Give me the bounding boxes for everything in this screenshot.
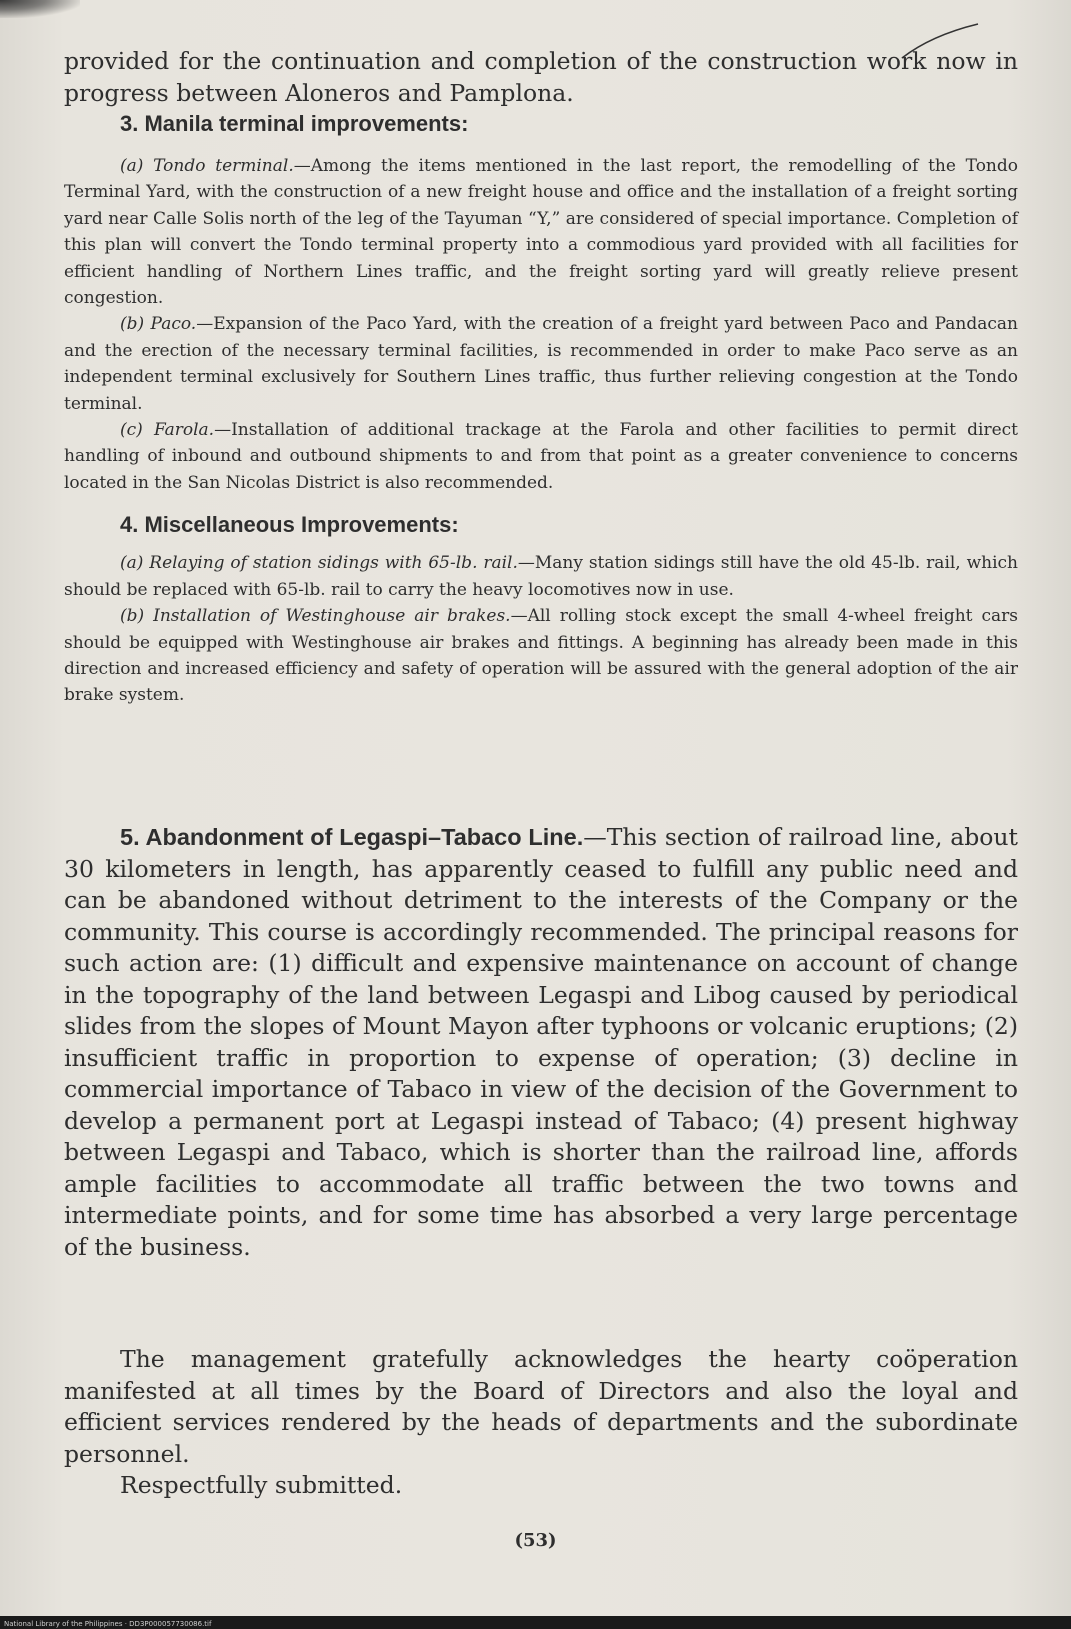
section-3c-label: (c) Farola. <box>120 420 215 441</box>
page-number: (53) <box>514 1530 557 1551</box>
top-block <box>64 46 1018 709</box>
section-3a-paragraph <box>64 153 1018 311</box>
section-3c-text: —Installation of additional trackage at the Farola and other facilities to permit direct handling of inbound and outbound shipments to and from that point as a greater convenience to concerns located in the San Nicolas District is also recommended. <box>64 420 1018 493</box>
footer-strip <box>0 1616 1071 1629</box>
section-5-text: —This section of railroad line, about 30 kilometers in length, has apparently ceased to fulfill any public need and can be abandoned without detriment to the interests of the Company or the community. This course is accordingly recommended. The principal reasons for such action are: (1) difficult and expensive maintenance on account of change in the topography of the land between Legaspi and Libog caused by periodical slides from the slopes of Mount Mayon after typhoons or volcanic eruptions; (2) insufficient traffic in proportion to expense of operation; (3) decline in commercial importance of Tabaco in view of the decision of the Government to develop a permanent port at Legaspi instead of Tabaco; (4) present highway between Legaspi and Tabaco, which is shorter than the railroad line, affords ample facilities to accommodate all traffic between the two towns and intermediate points, and for some time has absorbed a very large percentage of the business. <box>64 823 1018 1261</box>
section-3a-text: —Among the items mentioned in the last report, the remodelling of the Tondo Terminal Yard, with the construction of a new freight house and office and the installation of a freight sorting yard near Calle Solis north of the leg of the Tayuman “Y,” are considered of special importance. Completion of this plan will convert the Tondo terminal property into a commodious yard provided with all facilities for efficient handling of Northern Lines traffic, and the freight sorting yard will greatly relieve present congestion. <box>64 156 1018 309</box>
signoff: Respectfully submitted. <box>120 1471 403 1499</box>
acknowledgement-paragraph: The management gratefully acknowledges the hearty coöperation manifested at all times by the Board of Directors and also the loyal and efficient services rendered by the heads of departments and the subordinate personnel. <box>64 1345 1018 1468</box>
section-5-paragraph <box>64 822 1018 1263</box>
section-4a-text: —Many station sidings still have the old 45-lb. rail, which should be replaced with 65-lb. rail to carry the heavy locomotives now in use. <box>64 553 1018 600</box>
section-4a-label: (a) Relaying of station sidings with 65-lb. rail. <box>120 553 518 574</box>
section-3-heading: 3. Manila terminal improvements: <box>120 111 469 136</box>
footer-caption: National Library of the Philippines · DD3P000057730086.tif <box>4 1620 212 1628</box>
section-4b-paragraph <box>64 603 1018 709</box>
section-3b-label: (b) Paco. <box>120 314 197 335</box>
section-4a-paragraph <box>64 550 1018 603</box>
section-4b-label: (b) Installation of Westinghouse air brakes. <box>120 606 511 627</box>
section-4-heading: 4. Miscellaneous Improvements: <box>120 512 459 538</box>
section-5-block <box>64 822 1018 1263</box>
section-5-heading: 5. Abandonment of Legaspi–Tabaco Line. <box>120 824 584 850</box>
continuation-paragraph: provided for the continuation and completion of the construction work now in progress between Aloneros and Pamplona. <box>64 47 1018 107</box>
section-3b-paragraph <box>64 311 1018 417</box>
section-3a-label: (a) Tondo terminal. <box>120 156 294 176</box>
section-3b-text: —Expansion of the Paco Yard, with the creation of a freight yard between Paco and Pandacan and the erection of the necessary terminal facilities, is recommended in order to make Paco serve as an independent terminal exclusively for Southern Lines traffic, thus further relieving congestion at the Tondo terminal. <box>64 314 1018 414</box>
closing-block <box>64 1344 1018 1502</box>
section-3c-paragraph <box>64 417 1018 496</box>
section-4b-text: —All rolling stock except the small 4-wheel freight cars should be equipped with Westinghouse air brakes and fittings. A beginning has already been made in this direction and increased efficiency and safety of operation will be assured with the general adoption of the air brake system. <box>64 606 1018 706</box>
scan-corner-shadow <box>0 0 80 18</box>
